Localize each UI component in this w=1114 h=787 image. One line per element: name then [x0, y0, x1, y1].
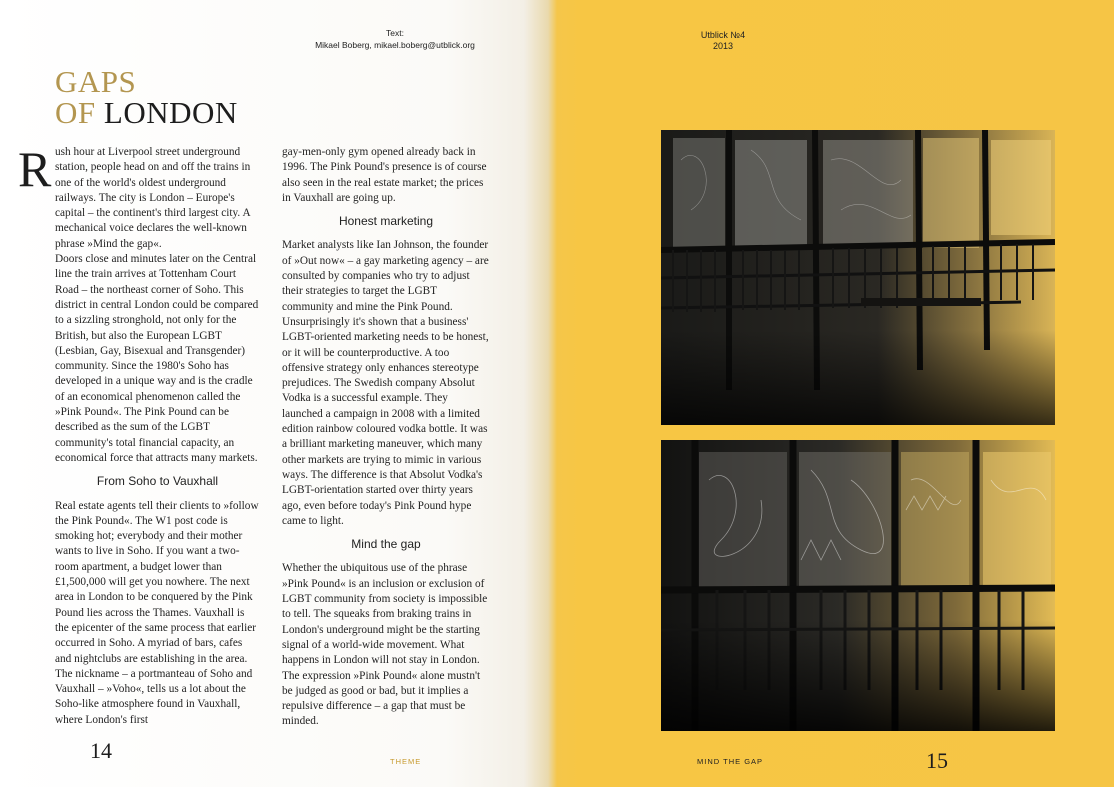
photo-station-window-bottom-image: [661, 440, 1055, 731]
page-number-right: 15: [926, 748, 948, 773]
paragraph-soho: Doors close and minutes later on the Central line the train arrives at Tottenham Court Road – the northeast corner of Soho. This district in central London could be compared to a sizzling stronghold, not only for the British, but also the European LGBT (Lesbian, Gay, Bisexual and Transgender) community. Since the 1980's Soho has developed in a unique way and is the cradle of an economical phenomenon called the »Pink Pound«. The Pink Pound can be described as the sum of the LGBT community's total financial capacity, an economical force that attracts many markets.: [55, 253, 259, 464]
issue-number: Utblick №4: [700, 30, 746, 40]
paragraph-conclusion: Whether the ubiquitous use of the phrase »Pink Pound« is an inclusion or exclusion of LGBT community from society is impossible to tell. The squeaks from braking trains in London's underground might be the starting signal of a world-wide movement. What happens in London will not stay in London. The expression »Pink Pound« alone mustn't be judged as good or bad, but it implies a repulsive difference – a gap that must be minded.: [282, 562, 488, 728]
photo-station-window-bottom: [661, 440, 1055, 731]
title-line-1: [55, 66, 238, 97]
subheading-soho-to-vauxhall: From Soho to Vauxhall: [96, 474, 219, 489]
paragraph-real-estate: Real estate agents tell their clients to »follow the Pink Pound«. The W1 post code is smoking hot; everybody and their mother wants to live in Soho. If you want a two-room apartment, a budget lower than £1,500,000 will get you nowhere. The next area in London to be conquered by the Pink Pound lies across the Thames. Vauxhall is the epicenter of the same process that earlier occurred in Soho. A myriad of bars, cafes and nightclubs are establishing in the area. The nickname – a portmanteau of Soho and Vauxhall – »Voho«, tells us a lot about the Soho-like atmosphere found in Vauxhall, where London's first: [55, 499, 259, 726]
photo-station-window-top: [661, 130, 1055, 425]
title-line-2-rest: LONDON: [95, 95, 238, 130]
paragraph-marketing: Market analysts like Ian Johnson, the founder of »Out now« – a gay marketing agency – are consulted by companies who try to adjust their strategies to target the LGBT community and mine the Pink Pound. Unsurprisingly it's shown that a business' LGBT-oriented marketing needs to be honest, or it will be counterproductive. A too offensive strategy only enhances stereotype prejudices. The Swedish company Absolut Vodka is a successful example. They launched a campaign in 2008 with a limited edition rainbow coloured vodka bottle. It was a brilliant marketing maneuver, which many other markets are trying to mimic in various ways. The difference is that Absolut Vodka's LGBT-orientation started over thirty years ago, even before today's Pink Pound hype came to light.: [282, 239, 489, 527]
section-label-right: MIND THE GAP: [697, 757, 764, 766]
article-title: [55, 66, 238, 128]
page-number-left: 14: [90, 738, 112, 763]
paragraph-gym: gay-men-only gym opened already back in 1996. The Pink Pound's presence is of course also seen in the real estate market; the prices in Vauxhall are going up.: [282, 146, 487, 204]
paragraph-intro: ush hour at Liverpool street underground station, people head on and off the trains in one of the world's oldest underground railways. The city is London – Europe's capital – the continent's third largest city. A mechanical voice declares the well-known phrase »Mind the gap«.: [55, 146, 251, 250]
title-line-1-accent: G: [55, 64, 78, 99]
text-column-1: [55, 145, 260, 728]
credit-label: Text:: [386, 28, 404, 38]
author-credit: [300, 27, 490, 51]
title-line-2-accent: OF: [55, 95, 96, 130]
credit-author: Mikael Boberg, mikael.boberg@utblick.org: [315, 40, 475, 50]
text-column-2: [282, 145, 490, 730]
title-line-2: [55, 97, 238, 128]
section-label-left: THEME: [390, 757, 422, 766]
issue-info: [688, 30, 758, 52]
issue-year: 2013: [712, 41, 734, 51]
photo-station-window-top-image: [661, 130, 1055, 425]
subheading-mind-the-gap: Mind the gap: [351, 537, 421, 552]
subheading-honest-marketing: Honest marketing: [338, 214, 434, 229]
title-line-1-rest: APS: [77, 64, 137, 99]
drop-cap: R: [18, 141, 52, 197]
